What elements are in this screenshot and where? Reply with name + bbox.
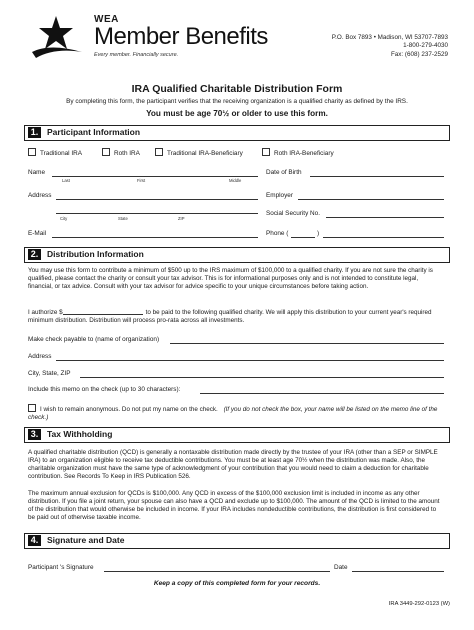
participant-city-field[interactable] <box>56 213 258 214</box>
logo-tagline: Every member. Financially secure. <box>94 52 179 58</box>
section-4-number: 4. <box>28 535 41 546</box>
charity-city-label: City, State, ZIP <box>28 370 71 377</box>
section-1-header <box>24 125 450 141</box>
checkbox-label: Roth IRA <box>114 150 140 157</box>
checkbox-label: Traditional IRA-Beneficiary <box>167 150 243 157</box>
form-title: IRA Qualified Charitable Distribution Form <box>131 83 343 95</box>
star-swoosh-icon <box>30 12 92 68</box>
distribution-disclaimer: You may use this form to contribute a minimum of $500 up to the IRS maximum of $100,000 to a qualified charity. If you are not sure the charity is qualified, please contact the charity or consult your tax advisor. This is for informational purposes only and is not intended to constitute legal, financial, or tax advice. Consult with your tax advisor for advice specific to your unique circumstances before taking action. <box>28 267 433 290</box>
participant-address-field[interactable] <box>56 199 258 200</box>
mailing-address <box>332 34 448 59</box>
employer-label: Employer <box>266 192 293 199</box>
anonymous-note: (If you do not check the box, your name will be listed on the memo line of the check.) <box>28 406 438 421</box>
employer-field[interactable] <box>298 199 444 200</box>
name-sub-last: Last <box>62 178 70 183</box>
authorize-paragraph <box>28 308 444 325</box>
checkbox-anonymous[interactable] <box>28 404 36 412</box>
ira-type-traditional[interactable] <box>28 148 82 157</box>
signature-field[interactable] <box>104 571 330 572</box>
section-3-number: 3. <box>28 429 41 440</box>
wea-logo <box>30 12 270 72</box>
date-field[interactable] <box>352 571 444 572</box>
ssn-field[interactable] <box>326 217 444 218</box>
name-field[interactable] <box>52 176 258 177</box>
section-2-number: 2. <box>28 249 41 260</box>
phone-paren-close: ) <box>317 230 320 237</box>
section-4-header <box>24 533 450 549</box>
anonymous-option <box>28 404 446 422</box>
section-1-title: Participant Information <box>47 127 141 137</box>
anonymous-label: I wish to remain anonymous. Do not put my name on the check. <box>40 406 218 413</box>
checkbox-roth-ira-beneficiary[interactable] <box>262 148 270 156</box>
checkbox-roth-ira[interactable] <box>102 148 110 156</box>
qcd-explanation: A qualified charitable distribution (QCD) is generally a nontaxable distribution made directly by the trustee of your IRA (other than a SEP or SIMPLE IRA) to an organization eligible to receive tax deductible contributions. You must be at least age 70½ when the distribution was made. Also, the charitable organization must have the same type of acknowledgment of your contribution that you would need to claim a deduction for charitable contribution. See Records To Keep in IRS Publication 526. <box>28 449 438 480</box>
section-3-title: Tax Withholding <box>47 429 113 439</box>
charity-address-label: Address <box>28 353 52 360</box>
ira-type-roth-beneficiary[interactable] <box>262 148 334 157</box>
address-fax: Fax: (608) 237-2529 <box>390 50 448 58</box>
phone-label: Phone ( <box>266 230 289 237</box>
address-line-1: P.O. Box 7893 • Madison, WI 53707-7893 <box>331 34 448 41</box>
section-2-header <box>24 247 450 263</box>
signature-label: Participant 's Signature <box>28 564 94 571</box>
section-3-header <box>24 427 450 443</box>
name-label: Name <box>28 169 46 176</box>
logo-member-benefits-text: Member Benefits <box>94 23 268 50</box>
ssn-label: Social Security No. <box>266 210 320 217</box>
payable-label: Make check payable to (name of organization) <box>28 336 160 343</box>
dob-field[interactable] <box>310 176 444 177</box>
address-phone: 1-800-279-4030 <box>403 42 448 50</box>
memo-field[interactable] <box>200 393 444 394</box>
form-number: IRA 3449-292-0123 (W) <box>388 601 450 607</box>
section-1-number: 1. <box>28 127 41 138</box>
charity-city-field[interactable] <box>80 377 444 378</box>
section-2-title: Distribution Information <box>47 249 144 259</box>
state-sub: State <box>118 216 128 221</box>
ira-type-traditional-beneficiary[interactable] <box>155 148 243 157</box>
participant-address-label: Address <box>28 192 52 199</box>
phone-number-field[interactable] <box>323 237 444 238</box>
name-sub-middle: Middle <box>229 178 242 183</box>
qcd-limit-explanation: The maximum annual exclusion for QCDs is $100,000. Any QCD in excess of the $100,000 exclusion limit is included in income as any other distribution. If you file a joint return, your spouse can also have a QCD and exclude up to $100,000. The amount of the QCD is limited to the amount of the distribution that would otherwise be included in income. If your IRA includes nondeductible contributions, the distribution is first considered to be paid out of otherwise taxable income. <box>28 490 440 521</box>
city-sub: City <box>60 216 68 221</box>
form-intro: By completing this form, the participant verifies that the receiving organization is a qualified charity as defined by the IRS. <box>66 98 408 105</box>
age-requirement: You must be age 70½ or older to use this form. <box>146 109 328 118</box>
name-sub-first: First <box>137 178 146 183</box>
authorize-start: I authorize $ <box>28 309 63 316</box>
authorize-rest: to be paid to the following qualified charity. We will apply this distribution to your current year's required minimum distribution. Distribution will process pro-rata across all investments. <box>28 309 432 324</box>
zip-sub: ZIP <box>178 216 185 221</box>
charity-address-field[interactable] <box>56 360 444 361</box>
payable-field[interactable] <box>170 343 444 344</box>
logo-wea-text: WEA <box>94 14 119 25</box>
checkbox-traditional-ira-beneficiary[interactable] <box>155 148 163 156</box>
date-label: Date <box>334 564 348 571</box>
checkbox-traditional-ira[interactable] <box>28 148 36 156</box>
dob-label: Date of Birth <box>266 169 302 176</box>
authorize-amount-field[interactable] <box>63 308 143 315</box>
email-label: E-Mail <box>28 230 47 237</box>
phone-area-code-field[interactable] <box>291 237 315 238</box>
checkbox-label: Roth IRA-Beneficiary <box>274 150 334 157</box>
checkbox-label: Traditional IRA <box>40 150 83 157</box>
section-4-title: Signature and Date <box>47 535 125 545</box>
memo-label: Include this memo on the check (up to 30 characters): <box>28 386 181 393</box>
ira-type-roth[interactable] <box>102 148 140 157</box>
keep-copy-note: Keep a copy of this completed form for your records. <box>153 580 321 587</box>
email-field[interactable] <box>52 237 258 238</box>
